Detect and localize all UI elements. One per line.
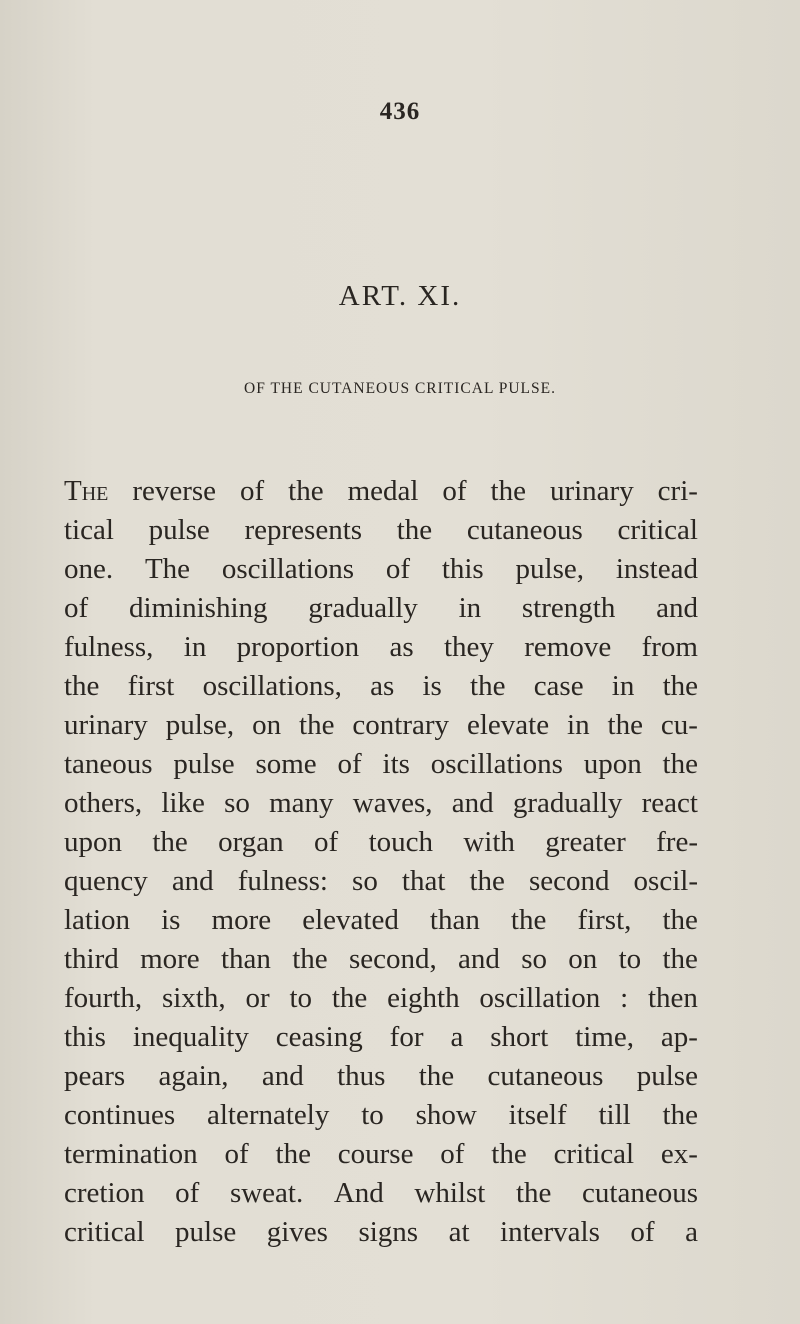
text-line: fulness, in proportion as they remove from [64,631,698,663]
text-line: third more than the second, and so on to the [64,943,698,975]
page-number: 436 [379,98,421,125]
text-line: critical pulse gives signs at intervals of a [64,1216,698,1248]
text-line: lation is more elevated than the first, the [64,904,698,936]
text-line: one. The oscillations of this pulse, instead [64,553,698,585]
article-subheading: OF THE CUTANEOUS CRITICAL PULSE. [244,380,556,397]
text-line: others, like so many waves, and gradually react [64,787,698,819]
body-text [64,472,698,1252]
text-line: upon the organ of touch with greater fre- [64,826,698,858]
text-line: continues alternately to show itself till the [64,1099,698,1131]
text-line: taneous pulse some of its oscillations upon the [64,748,698,780]
article-heading: ART. XI. [338,280,462,312]
text-line: termination of the course of the critical ex- [64,1138,698,1170]
text-line: this inequality ceasing for a short time, ap- [64,1021,698,1053]
text-line: fourth, sixth, or to the eighth oscillation : then [64,982,698,1014]
text-line: quency and fulness: so that the second oscil- [64,865,698,897]
text-line: urinary pulse, on the contrary elevate in the cu- [64,709,698,741]
text-line: pears again, and thus the cutaneous pulse [64,1060,698,1092]
text-line: tical pulse represents the cutaneous critical [64,514,698,546]
text-line: of diminishing gradually in strength and [64,592,698,624]
text-line: the first oscillations, as is the case in the [64,670,698,702]
text-line: cretion of sweat. And whilst the cutaneous [64,1177,698,1209]
text-line: The reverse of the medal of the urinary cri- [64,475,698,507]
